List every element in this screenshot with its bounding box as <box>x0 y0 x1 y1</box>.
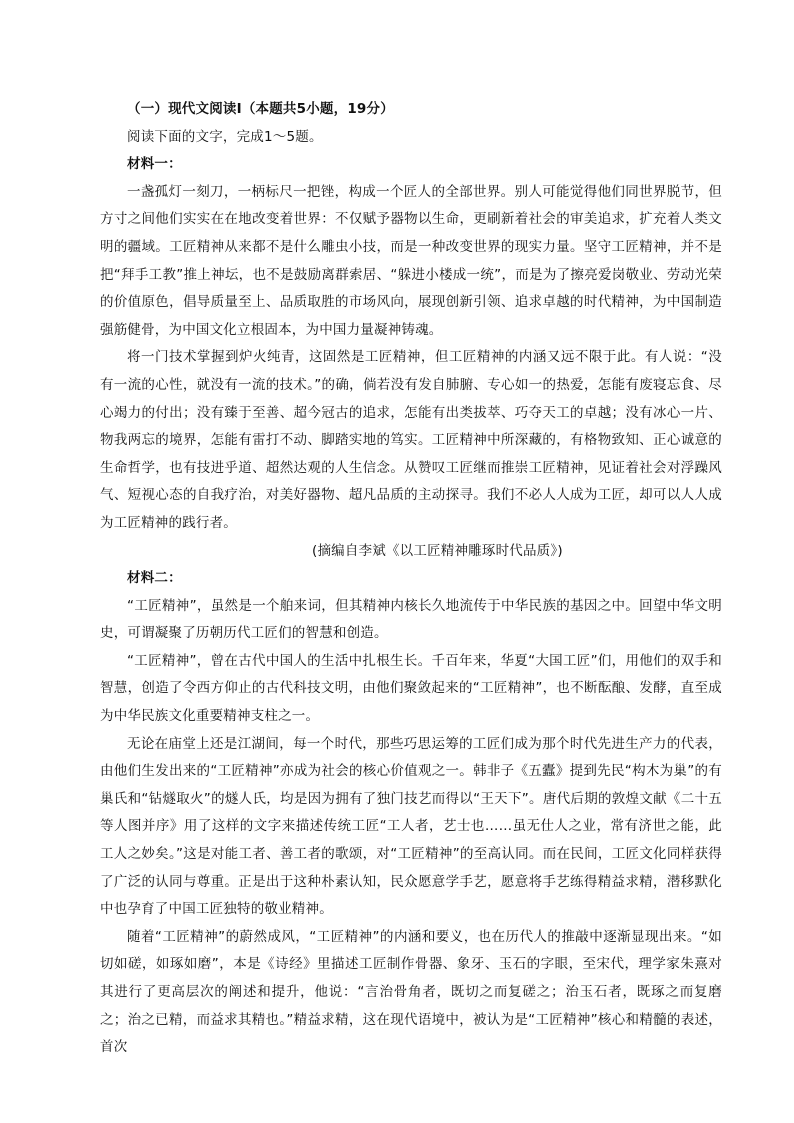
section-heading: （一）现代文阅读Ⅰ（本题共5小题，19分） <box>127 101 394 117</box>
document-body <box>100 96 722 1062</box>
material2-paragraph: “工匠精神”，曾在古代中国人的生活中扎根生长。千百年来，华夏“大国工匠”们，用他们的双手和智慧，创造了令西方仰止的古代科技文明，由他们聚敛起来的“工匠精神”，也不断酝酿、发酵，直至成为中华民族文化重要精神支柱之一。 <box>100 652 722 725</box>
material1-paragraph: 一盏孤灯一刻刀，一柄标尺一把锉，构成一个匠人的全部世界。别人可能觉得他们同世界脱节，但方寸之间他们实实在在地改变着世界：不仅赋予器物以生命，更刷新着社会的审美追求，扩充着人类文明的疆域。工匠精神从来都不是什么雕虫小技，而是一种改变世界的现实力量。坚守工匠精神，并不是把“拜手工教”推上神坛，也不是鼓励离群索居、“躲进小楼成一统”，而是为了擦亮爱岗敬业、劳动光荣的价值原色，倡导质量至上、品质取胜的市场风向，展现创新引领、追求卓越的时代精神，为中国制造强筋健骨，为中国文化立根固本，为中国力量凝神铸魂。 <box>100 183 722 338</box>
material1-paragraph: 将一门技术掌握到炉火纯青，这固然是工匠精神，但工匠精神的内涵又远不限于此。有人说：“没有一流的心性，就没有一流的技术。”的确，倘若没有发自肺腑、专心如一的热爱，怎能有废寝忘食、尽心竭力的付出；没有臻于至善、超今冠古的追求，怎能有出类拔萃、巧夺天工的卓越；没有冰心一片、物我两忘的境界，怎能有雷打不动、脚踏实地的笃实。工匠精神中所深藏的，有格物致知、正心诚意的生命哲学，也有技进乎道、超然达观的人生信念。从赞叹工匠继而推崇工匠精神，见证着社会对浮躁风气、短视心态的自我疗治，对美好器物、超凡品质的主动探寻。我们不必人人成为工匠，却可以人人成为工匠精神的践行者。 <box>100 349 722 531</box>
instruction-text: 阅读下面的文字，完成1～5题。 <box>127 128 323 145</box>
material2-paragraph: “工匠精神”，虽然是一个舶来词，但其精神内核长久地流传于中华民族的基因之中。回望中华文明史，可谓凝聚了历朝历代工匠们的智慧和创造。 <box>100 597 722 642</box>
material2-paragraph: 无论在庙堂上还是江湖间，每一个时代，那些巧思运筹的工匠们成为那个时代先进生产力的代表，由他们生发出来的“工匠精神”亦成为社会的核心价值观之一。韩非子《五蠹》提到先民“构木为巢”的有巢氏和“钻燧取火”的燧人氏，均是因为拥有了独门技艺而得以“王天下”。唐代后期的敦煌文献《二十五等人图并序》用了这样的文字来描述传统工匠“工人者，艺士也……虽无仕人之业，常有济世之能，此工人之妙矣。”这是对能工者、善工者的歌颂，对“工匠精神”的至高认同。而在民间，工匠文化同样获得了广泛的认同与尊重。正是出于这种朴素认知，民众愿意学手艺，愿意将手艺练得精益求精，潜移默化中也孕育了中国工匠独特的敬业精神。 <box>100 735 722 918</box>
material2-label: 材料二： <box>127 570 182 587</box>
material1-source: (摘编自李斌《以工匠精神雕琢时代品质》) <box>312 542 563 559</box>
material1-label: 材料一： <box>127 156 182 173</box>
material2-paragraph: 随着“工匠精神”的蔚然成风，“工匠精神”的内涵和要义，也在历代人的推敲中逐渐显现出来。“如切如磋，如琢如磨”，本是《诗经》里描述工匠制作骨器、象牙、玉石的字眼，至宋代，理学家朱熹对其进行了更高层次的阐述和提升，他说：“言治骨角者，既切之而复磋之；治玉石者，既琢之而复磨之；治之已精，而益求其精也。”精益求精，这在现代语境中，被认为是“工匠精神”核心和精髓的表述，首次 <box>100 928 722 1056</box>
